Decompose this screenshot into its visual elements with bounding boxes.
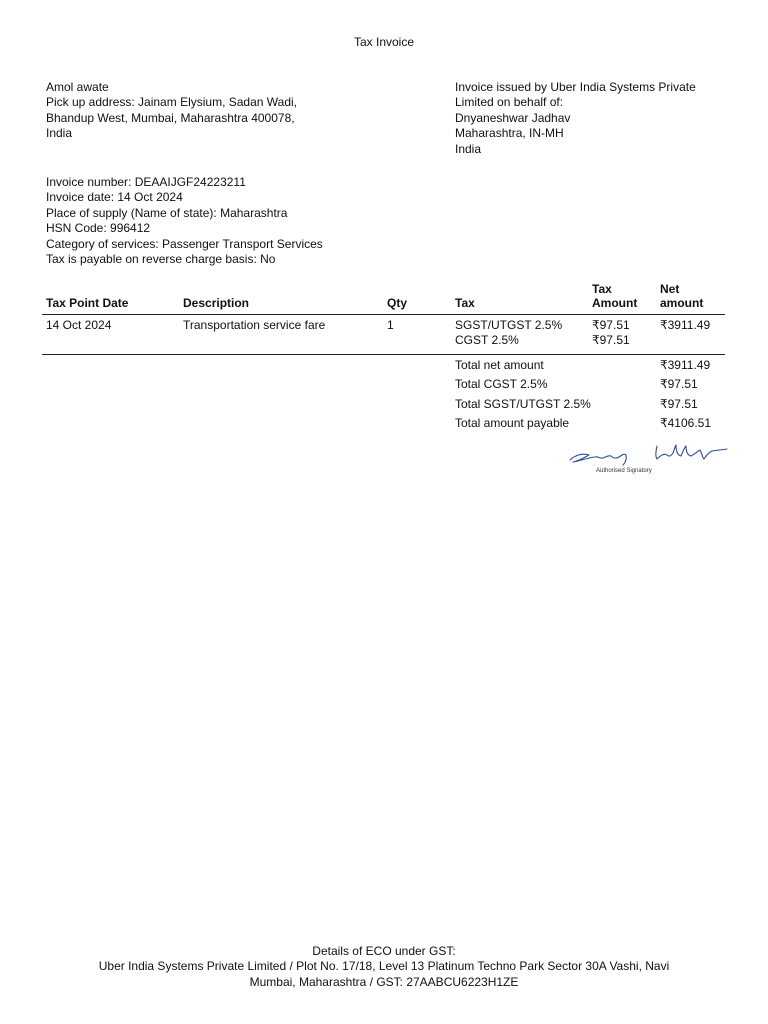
customer-address-line: India (46, 126, 73, 141)
total-net-amount-label: Total net amount (455, 358, 544, 372)
row-tax-amounts (592, 318, 630, 349)
issuer-line: Dnyaneshwar Jadhav (455, 110, 571, 125)
invoice-date: Invoice date: 14 Oct 2024 (46, 190, 183, 205)
total-cgst-value: ₹97.51 (660, 377, 698, 391)
row-tax-point-date: 14 Oct 2024 (46, 318, 112, 332)
header-net-amount (660, 283, 703, 310)
footer-address-line: Mumbai, Maharashtra / GST: 27AABCU6223H1ZE (249, 974, 519, 989)
header-tax-amount-line: Amount (592, 295, 638, 310)
total-payable-value: ₹4106.51 (660, 416, 712, 430)
eco-details-footer (0, 944, 768, 990)
issuer-block (455, 80, 745, 157)
row-tax-lines (455, 318, 562, 349)
row-divider (42, 354, 725, 355)
reverse-charge: Tax is payable on reverse charge basis: No (46, 252, 276, 267)
document-title: Tax Invoice (353, 35, 415, 49)
header-tax-amount (592, 283, 637, 310)
footer-address-line: Uber India Systems Private Limited / Plot No. 17/18, Level 13 Platinum Techno Park Sector 30A Vashi, Navi (98, 959, 670, 974)
total-sgst-label: Total SGST/UTGST 2.5% (455, 397, 591, 411)
issuer-line: Limited on behalf of: (455, 95, 564, 110)
header-net-amount-line: amount (660, 295, 704, 310)
header-tax: Tax (455, 296, 475, 310)
header-divider (42, 314, 725, 315)
invoice-number: Invoice number: DEAAIJGF24223211 (46, 175, 246, 189)
row-qty: 1 (387, 318, 394, 332)
row-tax-amount: ₹97.51 (592, 333, 630, 348)
row-net-amount: ₹3911.49 (660, 318, 711, 332)
hsn-code: HSN Code: 996412 (46, 221, 151, 236)
footer-heading: Details of ECO under GST: (312, 944, 456, 958)
customer-address-line: Bhandup West, Mumbai, Maharashtra 400078, (46, 110, 295, 125)
invoice-meta (46, 175, 446, 267)
total-sgst-value: ₹97.51 (660, 397, 698, 411)
total-net-amount-value: ₹3911.49 (660, 358, 711, 372)
service-category: Category of services: Passenger Transport Services (46, 236, 323, 251)
signature-caption: Authorised Signatory (596, 468, 652, 474)
issuer-line: India (455, 141, 482, 156)
row-tax-line: SGST/UTGST 2.5% (455, 318, 563, 332)
row-description: Transportation service fare (183, 318, 326, 332)
issuer-line: Maharashtra, IN-MH (455, 126, 564, 141)
issuer-line: Invoice issued by Uber India Systems Private (455, 80, 696, 94)
header-description: Description (183, 296, 250, 310)
header-tax-point-date: Tax Point Date (46, 296, 129, 310)
place-of-supply: Place of supply (Name of state): Maharashtra (46, 205, 288, 220)
row-tax-amount: ₹97.51 (592, 318, 630, 332)
customer-address-line: Pick up address: Jainam Elysium, Sadan Wadi, (46, 95, 297, 110)
signature-image (565, 441, 730, 469)
row-tax-line: CGST 2.5% (455, 333, 519, 348)
customer-block (46, 80, 346, 142)
customer-name: Amol awate (46, 80, 109, 94)
header-tax-amount-line: Tax (592, 282, 612, 296)
total-cgst-label: Total CGST 2.5% (455, 377, 548, 391)
header-qty: Qty (387, 296, 408, 310)
header-net-amount-line: Net (660, 282, 680, 296)
total-payable-label: Total amount payable (455, 416, 570, 430)
